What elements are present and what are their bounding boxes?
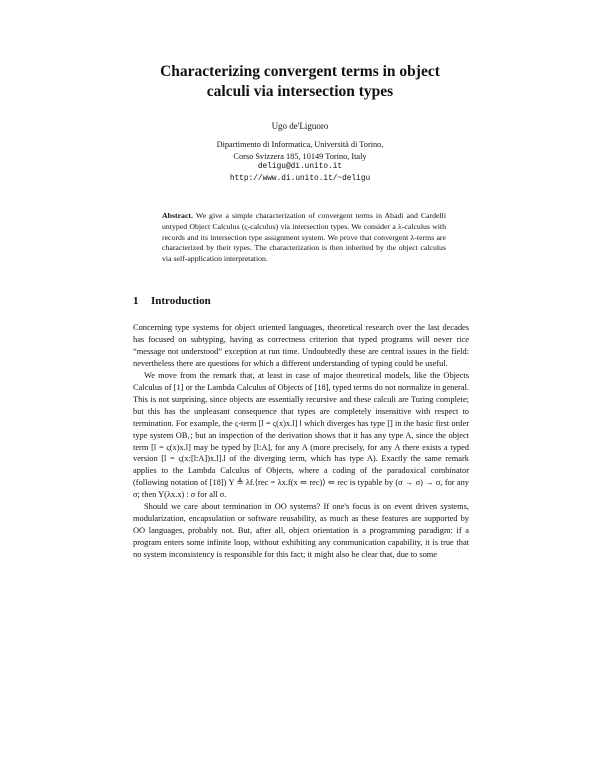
paper-title [0, 62, 600, 102]
affiliation-address: Corso Svizzera 185, 10149 Torino, Italy [233, 151, 367, 161]
abstract-label: Abstract. [162, 211, 193, 220]
body-paragraph: Should we care about termination in OO systems? If one's focus is on event driven systems, modularization, encapsulation or software reusability, as much as these features are supported by OO languages, probably not. But, after all, object orientation is a programming paradigm: if a program enters some infinite loop, without exhibiting any communication capability, it is true that no system inconsistency is responsible for this fact; it might also be clear that, due to some [133, 502, 469, 560]
affiliation-department: Dipartimento di Informatica, Università di Torino, [216, 140, 384, 149]
author-homepage-url: http://www.di.unito.it/~deligu [229, 174, 371, 183]
body-paragraph: Concerning type systems for object oriented languages, theoretical research over the last decades has focused on subtyping, having as correctness criterion that typed programs will never rice “message not understood” exception at run time. Undoubtedly these are central issues in the field: nevertheless there are questions for which a different understanding of typing could be useful. [133, 323, 469, 368]
abstract-text: We give a simple characterization of convergent terms in Abadi and Cardelli untyped Object Calculus (ς-calculus) via intersection types. We consider a λ-calculus with records and its intersection type assignment system. We prove that convergent λ-terms are characterized by their types. The characterization is then inherited by the object calculus via self-application interpretation. [162, 211, 446, 263]
affiliation-block [0, 139, 600, 185]
body-paragraph: We move from the remark that, at least in case of major theoretical models, like the Objects Calculus of [1] or the Lambda Calculus of Objects of [18], typed terms do not normalize in general. This is not surprising, since objects are essentially recursive and these calculi are Turing complete; but this has the unpleasant consequence that types are completely insensitive with respect to termination. For example, the ς-term [l = ς(x)x.l] l which diverges has type [] in the basic first order type system OB₁; but an inspection of the derivation shows that it has any type A, since the object term [l = ς(x)x.l] may be typed by [l:A], for any A (more precisely, for any A there exists a typed version [l = ς(x:[l:A])x.l].l of the diverging term, which has type A). Exactly the same remark applies to the Lambda Calculus of Objects, where a coding of the paradoxical combinator (following notation of [18]) Y ≜ λf.⟨rec = λx.f(x ⇐ rec)⟩ ⇐ rec is typable by (σ → σ) → σ, for any σ; then Y(λx.x) : σ for all σ. [133, 370, 469, 500]
author-name: Ugo de'Liguoro [271, 121, 329, 131]
section-number: 1 [133, 295, 139, 307]
abstract [162, 211, 446, 265]
section-body [133, 322, 469, 561]
author-email: deligu@di.unito.it [257, 163, 343, 171]
section-heading [133, 295, 211, 307]
section-title: Introduction [151, 295, 211, 307]
title-line-2: calculi via intersection types [206, 83, 394, 100]
title-line-1: Characterizing convergent terms in object [160, 63, 440, 80]
